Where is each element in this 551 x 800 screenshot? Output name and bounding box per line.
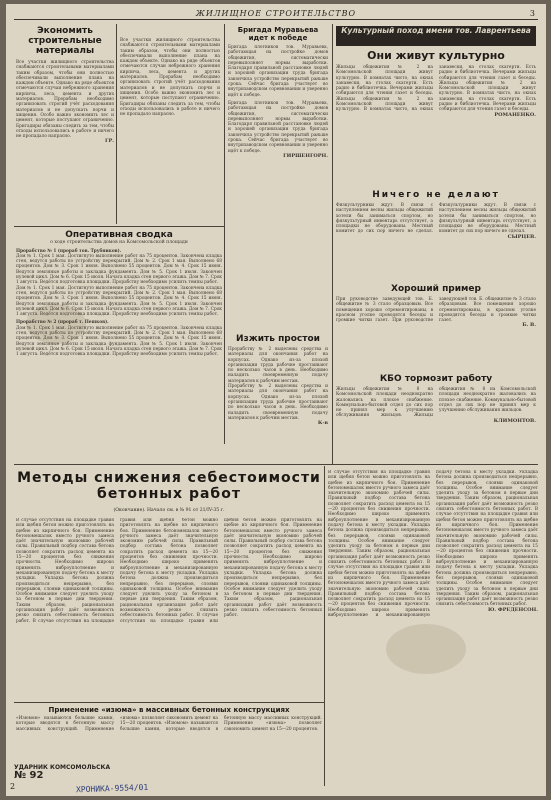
subhead-summary: о ходе строительства домов на Комсомольской площади — [50, 240, 188, 245]
page-number: 3 — [529, 9, 536, 18]
column-rule — [116, 24, 117, 224]
article-downtime — [228, 334, 328, 460]
running-head — [14, 8, 538, 20]
article-economize — [16, 26, 114, 224]
section-rule — [14, 226, 224, 227]
article-izyum — [16, 706, 322, 762]
headline-cultural: Они живут культурно — [367, 50, 505, 62]
headline-izyum: Применение «изюма» в массивных бетонных конструкциях — [48, 706, 290, 714]
section-rule — [14, 464, 538, 465]
paper-name: УДАРНИК КОМСОМОЛЬСКА — [14, 764, 111, 771]
headline-kbo: КБО тормозит работу — [379, 374, 493, 384]
headline-summary: Оперативная сводка — [65, 230, 173, 240]
article-body: Дом № 1. Срок 1 мая. Достигнуто выполнение работ на 75 процентов. Закончена кладка стен, ведутся работы по устройству перекрытий. Дом № 2. Срок 1 мая. Выполнено 68 процентов. Дом № 3. Срок 1 июня. Выполнено 55 процентов. Дом № 4. Срок 15 июня. Ведутся земляные работы и закладка фундамента. Дом № 5. Срок 1 июля. Закончен нулевой цикл. Дом № 6. Срок 15 июля. Начата кладка стен первого этажа. Дом № 7. Срок 1 августа. Ведётся подготовка площадки. Прорабству необходимо усилить темпы работ. — [16, 325, 222, 358]
article-body: Жильцы общежития № 2 на Комсомольской площади живут культурно. В комнатах чисто, на окнах занавески, на столах скатерти. Есть радио и библиотечка. Вечерами жильцы собираются для чтения газет и беседы. Жильцы общежития № 2 на Комсомольской площади живут культурно. В комнатах чисто, на окнах занавески, на столах скатерти. Есть радио и библиотечка. Вечерами жильцы собираются для чтения газет и беседы. Жильцы общежития № 2 на Комсомольской площади живут культурно. В комнатах чисто, на окнах занавески, на столах скатерти. Есть радио и библиотечка. Вечерами жильцы собираются для чтения газет и беседы. — [336, 65, 536, 113]
signature: Б. В. — [522, 322, 536, 329]
signature: КЛИМОНТОВ. — [493, 417, 536, 424]
article-operational-summary — [16, 230, 222, 460]
header-cultural-campaign: Культурный поход имени тов. Лаврентьева — [336, 26, 536, 46]
headline-concrete-costs: Методы снижения себестоимости бетонных работ — [17, 470, 321, 502]
article-body: Жильцы общежития № 8 на Комсомольской площади неоднократно жаловались на плохое снабжение. Коммунально-бытовой отдел до сих пор не принял мер к улучшению обслуживания жильцов. Жильцы общежития № 8 на Комсомольской площади неоднократно жаловались на плохое снабжение. Коммунально-бытовой отдел до сих пор не принял мер к улучшению обслуживания жильцов. — [336, 387, 536, 419]
article-body: Бригада плотников тов. Муравьева, работающая на постройке домов общежития, систематически перевыполняет нормы выработки. Благодаря правильной расстановке людей и хорошей организации труда бригада закончила устройство перекрытий раньше срока. Сейчас бригада участвует во внутризаводском соревновании и уверенно идёт к победе. — [228, 100, 328, 154]
article-body: Дом № 1. Срок 1 мая. Достигнуто выполнение работ на 75 процентов. Закончена кладка стен, ведутся работы по устройству перекрытий. Дом № 2. Срок 1 мая. Выполнено 68 процентов. Дом № 3. Срок 1 июня. Выполнено 55 процентов. Дом № 4. Срок 15 июня. Ведутся земляные работы и закладка фундамента. Дом № 5. Срок 1 июля. Закончен нулевой цикл. Дом № 6. Срок 15 июля. Начата кладка стен первого этажа. Дом № 7. Срок 1 августа. Ведётся подготовка площадки. Прорабству необходимо усилить темпы работ. — [16, 253, 222, 286]
section-rule — [14, 702, 324, 703]
article-body: «Изюмом» называются большие камни, которые вводятся в бетонную массу массивных конструкций. Применение «изюма» позволяет сэкономить цемент на 15—20 процентов. «Изюмом» называются большие камни, которые вводятся в бетонную массу массивных конструкций. Применение «изюма» позволяет сэкономить цемент на 15—20 процентов. — [16, 716, 322, 732]
column-rule — [324, 466, 325, 786]
signature: СЫРЦЕВ. — [507, 233, 536, 240]
headline-downtime: Изжить простои — [236, 334, 320, 344]
issue-number: № 92 — [14, 770, 44, 781]
section-label: Прорабство № 1 (прораб тов. Трубников). — [16, 248, 122, 254]
article-body: При руководстве заведующей тов. Б. общежитие № 3 стало образцовым. Все помещения хорошо отремонтированы, в красном уголке проводятся беседы и громкие читки газет. При руководстве заведующей тов. Б. общежитие № 3 стало образцовым. Все помещения хорошо отремонтированы, в красном уголке проводятся беседы и громкие читки газет. — [336, 297, 536, 324]
signature: ГР. — [105, 138, 114, 145]
subhead-concrete: (Окончание). Начало см. в № 91 от 21/IV-35 г. — [113, 508, 225, 513]
article-doing-nothing — [336, 190, 536, 280]
article-body: Бригада плотников тов. Муравьева, работающая на постройке домов общежития, систематически перевыполняет нормы выработки. Благодаря правильной расстановке людей и хорошей организации труда бригада закончила устройство перекрытий раньше срока. Сейчас бригада участвует во внутризаводском соревновании и уверенно идёт к победе. — [228, 45, 328, 98]
article-good-example — [336, 284, 536, 370]
article-body: Прорабству № 2 выделены средства и материалы для окончания работ на корпусах. Однако из-за плохой организации труда рабочие простаивают по несколько часов в день. Необходимо наладить своевременную подачу материалов к рабочим местам. — [228, 384, 328, 421]
article-cultural — [336, 50, 536, 186]
newspaper-page — [6, 4, 546, 796]
article-concrete-continued: В случае отсутствия на площадке гравия или щебня бетон можно приготовлять на щебне из кирпичного боя. Применение бетономешалок вместо ручного замеса даёт значительную экономию рабочей силы. Правильный подбор состава бетона позволяет сократить расход цемента на 15—20 процентов без снижения прочности. Необходимо широко применять виброуплотнение и механизированную подачу бетона к месту укладки. Укладка бетона должна производиться непрерывно, без перерывов, слоями одинаковой толщины. Особое внимание следует уделить уходу за бетоном в первые дни твердения. Таким образом, рациональная организация работ даёт возможность резко снизить себестоимость бетонных работ. В случае отсутствия на площадке гравия или щебня бетон можно приготовлять на щебне из кирпичного боя. Применение бетономешалок вместо ручного замеса даёт значительную экономию рабочей силы. Правильный подбор состава бетона позволяет сократить расход цемента на 15—20 процентов без снижения прочности. Необходимо широко применять виброуплотнение и механизированную подачу бетона к месту укладки. Укладка бетона должна производиться непрерывно, без перерывов, слоями одинаковой толщины. Особое внимание следует уделить уходу за бетоном в первые дни твердения. Таким образом, рациональная организация работ даёт возможность резко снизить себестоимость бетонных работ. В случае отсутствия на площадке гравия или щебня бетон можно приготовлять на щебне из кирпичного боя. Применение бетономешалок вместо ручного замеса даёт значительную экономию рабочей силы. Правильный подбор состава бетона позволяет сократить расход цемента на 15—20 процентов без снижения прочности. Необходимо широко применять виброуплотнение и механизированную подачу бетона к месту укладки. Укладка бетона должна производиться непрерывно, без перерывов, слоями одинаковой толщины. Особое внимание следует уделить уходу за бетоном в первые дни твердения. Таким образом, рациональная организация работ даёт возможность резко снизить себестоимость бетонных работ. Ю. ФРЕДЕНСОН. — [328, 470, 538, 619]
article-body: Дом № 1. Срок 1 мая. Достигнуто выполнение работ на 75 процентов. Закончена кладка стен, ведутся работы по устройству перекрытий. Дом № 2. Срок 1 мая. Выполнено 68 процентов. Дом № 3. Срок 1 июня. Выполнено 55 процентов. Дом № 4. Срок 15 июня. Ведутся земляные работы и закладка фундамента. Дом № 5. Срок 1 июля. Закончен нулевой цикл. Дом № 6. Срок 15 июля. Начата кладка стен первого этажа. Дом № 7. Срок 1 августа. Ведётся подготовка площадки. Прорабству необходимо усилить темпы работ. — [16, 285, 222, 318]
article-body: Все участки жилищного строительства снабжаются строительными материалами таким образом, чтобы они полностью обеспечивали выполнение плана на каждом объекте. Однако на ряде объектов отмечаются случаи небрежного хранения кирпича, леса, цемента и других материалов. Прорабам необходимо организовать строгий учёт расходования материалов и не допускать порчи и хищения. Особо важно экономить лес и цемент, которые поступают ограниченно. Бригадиры обязаны следить за тем, чтобы отходы использовались в работе и ничего не пропадало напрасно. — [120, 38, 220, 118]
signature: К-в — [317, 420, 328, 427]
headline-doing-nothing: Ничего не делают — [372, 190, 500, 200]
signature: РОМАНЕНКО. — [494, 111, 536, 118]
headline-good-example: Хороший пример — [391, 284, 481, 294]
article-body: Все участки жилищного строительства снабжаются строительными материалами таким образом, чтобы они полностью обеспечивали выполнение плана на каждом объекте. Однако на ряде объектов отмечаются случаи небрежного хранения кирпича, леса, цемента и других материалов. Прорабам необходимо организовать строгий учёт расходования материалов и не допускать порчи и хищения. Особо важно экономить лес и цемент, которые поступают ограниченно. Бригадиры обязаны следить за тем, чтобы отходы использовались в работе и ничего не пропадало напрасно. — [16, 60, 114, 140]
running-head-title: ЖИЛИЩНОЕ СТРОИТЕЛЬСТВО — [195, 9, 357, 18]
column-rule — [332, 24, 333, 464]
article-brigade — [228, 26, 328, 216]
article-concrete-body: В случае отсутствия на площадке гравия или щебня бетон можно приготовлять на щебне из кирпичного боя. Применение бетономешалок вместо ручного замеса даёт значительную экономию рабочей силы. Правильный подбор состава бетона позволяет сократить расход цемента на 15—20 процентов без снижения прочности. Необходимо широко применять виброуплотнение и механизированную подачу бетона к месту укладки. Укладка бетона должна производиться непрерывно, без перерывов, слоями одинаковой толщины. Особое внимание следует уделить уходу за бетоном в первые дни твердения. Таким образом, рациональная организация работ даёт возможность резко снизить себестоимость бетонных работ. В случае отсутствия на площадке гравия или щебня бетон можно приготовлять на щебне из кирпичного боя. Применение бетономешалок вместо ручного замеса даёт значительную экономию рабочей силы. Правильный подбор состава бетона позволяет сократить расход цемента на 15—20 процентов без снижения прочности. Необходимо широко применять виброуплотнение и механизированную подачу бетона к месту укладки. Укладка бетона должна производиться непрерывно, без перерывов, слоями одинаковой толщины. Особое внимание следует уделить уходу за бетоном в первые дни твердения. Таким образом, рациональная организация работ даёт возможность резко снизить себестоимость бетонных работ. В случае отсутствия на площадке гравия или щебня бетон можно приготовлять на щебне из кирпичного боя. Применение бетономешалок вместо ручного замеса даёт значительную экономию рабочей силы. Правильный подбор состава бетона позволяет сократить расход цемента на 15—20 процентов без снижения прочности. Необходимо широко применять виброуплотнение и механизированную подачу бетона к месту укладки. Укладка бетона должна производиться непрерывно, без перерывов, слоями одинаковой толщины. Особое внимание следует уделить уходу за бетоном в первые дни твердения. Таким образом, рациональная организация работ даёт возможность резко снизить себестоимость бетонных работ. — [16, 518, 322, 624]
article-body: Прорабству № 2 выделены средства и материалы для окончания работ на корпусах. Однако из-за плохой организации труда рабочие простаивают по несколько часов в день. Необходимо наладить своевременную подачу материалов к рабочим местам. — [228, 347, 328, 384]
archive-stamp: ХРОНИКА-9554/01 — [75, 782, 149, 795]
signature: Ю. ФРЕДЕНСОН. — [487, 606, 538, 613]
headline-brigade: Бригада Муравьева идет к победе — [237, 26, 319, 42]
footer — [14, 764, 114, 780]
article-kbo — [336, 374, 536, 462]
signature: ГИРШЕНГОРН. — [283, 152, 328, 159]
column-rule — [224, 24, 225, 444]
article-brigade-lead — [120, 26, 220, 166]
footer-page-number: 2 — [10, 782, 16, 791]
headline-economize: Экономить строительные материалы — [28, 26, 102, 56]
section-label: Прорабство № 2 (прораб т. Пешков). — [16, 320, 109, 326]
article-body: Физкультурники ждут. В связи с наступлением весны жильцы общежитий хотели бы заниматься спортом, но физкультурный инвентарь отсутствует, а площадки не оборудованы. Местный комитет до сих пор ничего не сделал. Физкультурники ждут. В связи с наступлением весны жильцы общежитий хотели бы заниматься спортом, но физкультурный инвентарь отсутствует, а площадки не оборудованы. Местный комитет до сих пор ничего не сделал. — [336, 203, 536, 235]
